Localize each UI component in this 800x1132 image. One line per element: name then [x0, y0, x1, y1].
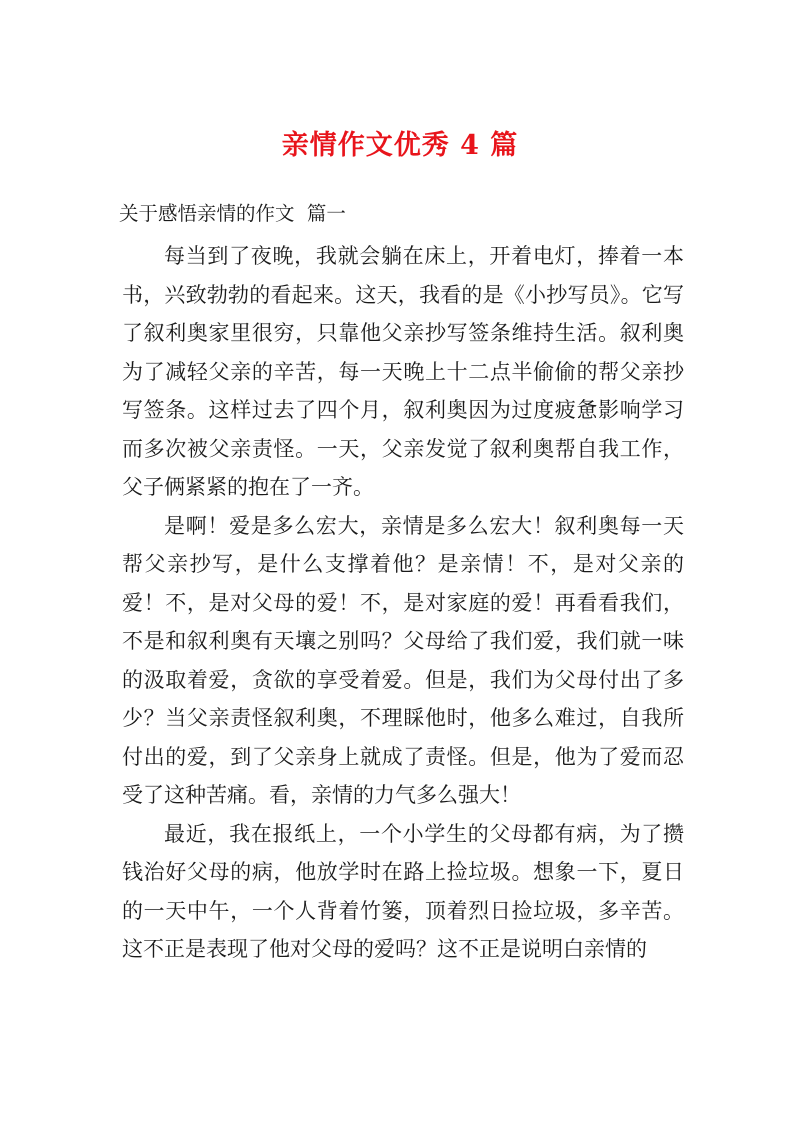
- paragraph-3: 最近，我在报纸上，一个小学生的父母都有病，为了攒钱治好父母的病，他放学时在路上捡垃圾。想象一下，夏日的一天中午，一个人背着竹篓，顶着烈日捡垃圾，多辛苦。这不正是表现了他对父母的爱吗？这不正是说明白亲情的: [122, 821, 684, 961]
- section-heading: 关于感悟亲情的作文 篇一: [119, 202, 346, 225]
- document-body: [122, 237, 684, 969]
- paragraph-2: 是啊！爱是多么宏大，亲情是多么宏大！叙利奥每一天帮父亲抄写，是什么支撑着他？是亲情！不，是对父亲的爱！不，是对父母的爱！不，是对家庭的爱！再看看我们，不是和叙利奥有天壤之别吗？父母给了我们爱，我们就一味的汲取着爱，贪欲的享受着爱。但是，我们为父母付出了多少？当父亲责怪叙利奥，不理睬他时，他多么难过，自我所付出的爱，到了父亲身上就成了责怪。但是，他为了爱而忍受了这种苦痛。看，亲情的力气多么强大！: [122, 513, 684, 807]
- document-title: 亲情作文优秀 4 篇: [281, 130, 519, 161]
- paragraph-1: 每当到了夜晚，我就会躺在床上，开着电灯，捧着一本书，兴致勃勃的看起来。这天，我看的是《小抄写员》。它写了叙利奥家里很穷，只靠他父亲抄写签条维持生活。叙利奥为了减轻父亲的辛苦，每一天晚上十二点半偷偷的帮父亲抄写签条。这样过去了四个月，叙利奥因为过度疲惫影响学习而多次被父亲责怪。一天，父亲发觉了叙利奥帮自我工作，父子俩紧紧的抱在了一齐。: [122, 244, 684, 499]
